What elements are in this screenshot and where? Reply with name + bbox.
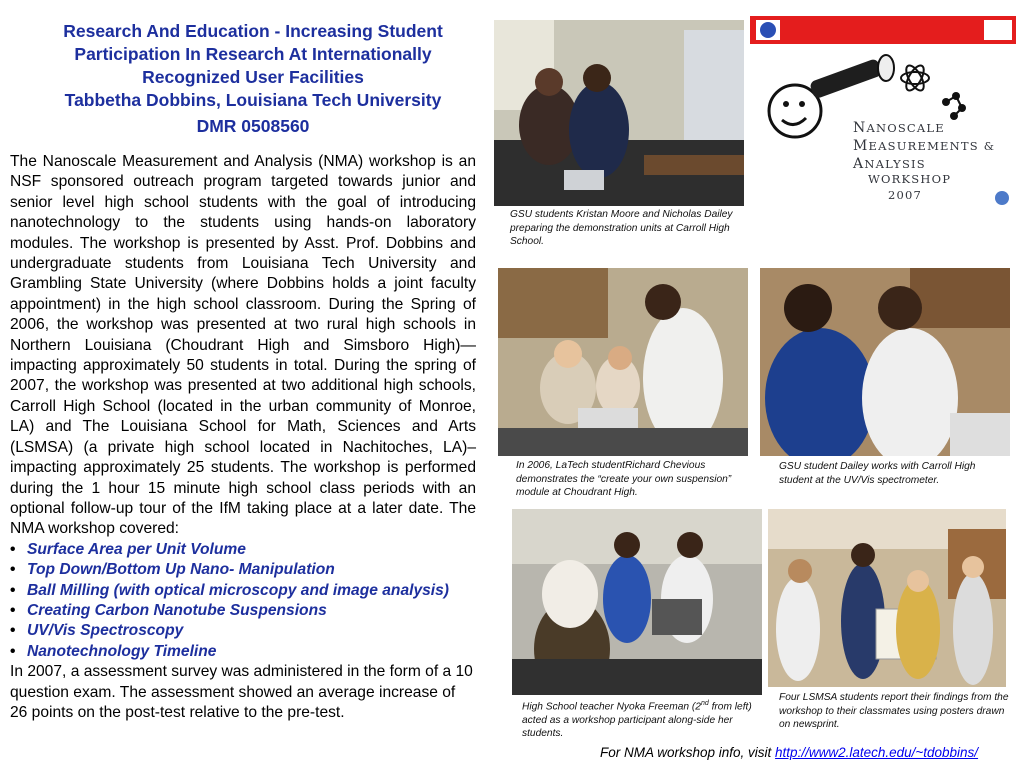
bullet-icon: •: [10, 642, 16, 660]
list-item: [10, 601, 476, 621]
title-line-1: Research And Education - Increasing Student: [63, 21, 443, 41]
workshop-info-link[interactable]: http://www2.latech.edu/~tdobbins/: [775, 745, 979, 760]
author-line: Tabbetha Dobbins, Louisiana Tech University: [64, 90, 442, 110]
bullet-icon: •: [10, 601, 16, 619]
bullet-icon: •: [10, 581, 16, 599]
body-text-column: [10, 152, 476, 723]
list-item: [10, 560, 476, 580]
photo-caption-1: GSU students Kristan Moore and Nicholas Dailey preparing the demonstration units at Carroll High School.: [510, 209, 733, 247]
logo-text-nanoscale: NANOSCALE: [853, 120, 945, 136]
logo-text-measurements: MEASUREMENTS &: [853, 138, 996, 154]
topic-label: Top Down/Bottom Up Nano- Manipulation: [27, 561, 335, 579]
photo-students-preparing-demo: [494, 20, 744, 206]
logo-text-workshop: WORKSHOP: [868, 172, 952, 186]
bullet-icon: •: [10, 561, 16, 579]
list-item: [10, 621, 476, 641]
photo-caption-4: [522, 697, 752, 741]
title-line-2: Participation In Research At Internationally: [74, 44, 432, 64]
photo-uvvis-spectrometer: [760, 268, 1010, 456]
title-line-3: Recognized User Facilities: [142, 67, 364, 87]
photo-teacher-participant: [512, 509, 762, 695]
topic-label: Creating Carbon Nanotube Suspensions: [27, 601, 327, 619]
photo-lsmsa-students-posters: [768, 509, 1006, 687]
photo-suspension-demo: [498, 268, 748, 456]
logo-text-analysis: ANALYSIS: [853, 156, 926, 172]
topic-label: UV/Vis Spectroscopy: [27, 622, 184, 640]
photo-caption-5: Four LSMSA students report their findings from the workshop to their classmates using posters drawn on newsprint.: [779, 692, 1009, 730]
bullet-icon: •: [10, 540, 16, 558]
caption-4-superscript: nd: [700, 700, 709, 707]
list-item: [10, 581, 476, 601]
photo-caption-3: GSU student Dailey works with Carroll High student at the UV/Vis spectrometer.: [779, 461, 976, 486]
topic-label: Surface Area per Unit Volume: [27, 540, 246, 558]
footer-info: [600, 745, 978, 760]
caption-4-text-start: High School teacher Nyoka Freeman (2: [522, 701, 701, 713]
bullet-icon: •: [10, 622, 16, 640]
intro-paragraph: The Nanoscale Measurement and Analysis (NMA) workshop is an NSF sponsored outreach program targeted towards junior and senior level high school students with the goal of introducing nanotechnology to the students using hands-on laboratory modules. The workshop is presented by Asst. Prof. Dobbins and undergraduate students from Louisiana Tech University and Grambling State University (where Dobbins holds a joint faculty appointment) in the high school classroom. During the Spring of 2006, the workshop was presented at two rural high schools in Northern Louisiana (Choudrant High and Simsboro High)—impacting approximately 50 students in total. During the spring of 2007, the workshop was presented at two additional high schools, Carroll High School (located in the urban community of Monroe, LA) and The Louisiana School for Math, Sciences and Arts (LSMSA) (a private high school located in Nachitoches, LA)– impacting approximately 25 students. The workshop is performed during the 1 hour 15 minute high school class periods with an optional follow-up tour of the IfM taking place at a later date. The NMA workshop covered:: [10, 153, 476, 538]
survey-paragraph: In 2007, a assessment survey was administered in the form of a 10 question exam. The assessment showed an average increase of 26 points on the post-test relative to the pre-test.: [10, 663, 473, 721]
topics-list: [10, 540, 476, 662]
topic-label: Ball Milling (with optical microscopy and image analysis): [27, 581, 449, 599]
nma-workshop-logo: [750, 16, 1016, 210]
award-number: DMR 0508560: [196, 116, 310, 136]
list-item: [10, 642, 476, 662]
topic-label: Nanotechnology Timeline: [27, 642, 217, 660]
photo-caption-2: In 2006, LaTech studentRichard Chevious demonstrates the “create your own suspension” module at Choudrant High.: [516, 460, 732, 498]
footer-prefix: For NMA workshop info, visit: [600, 745, 776, 760]
logo-text-year: 2007: [888, 188, 923, 202]
page-title-block: [18, 20, 488, 138]
caption-4-text-end: from left) acted as a workshop participant along-side her students.: [522, 701, 752, 740]
list-item: [10, 540, 476, 560]
